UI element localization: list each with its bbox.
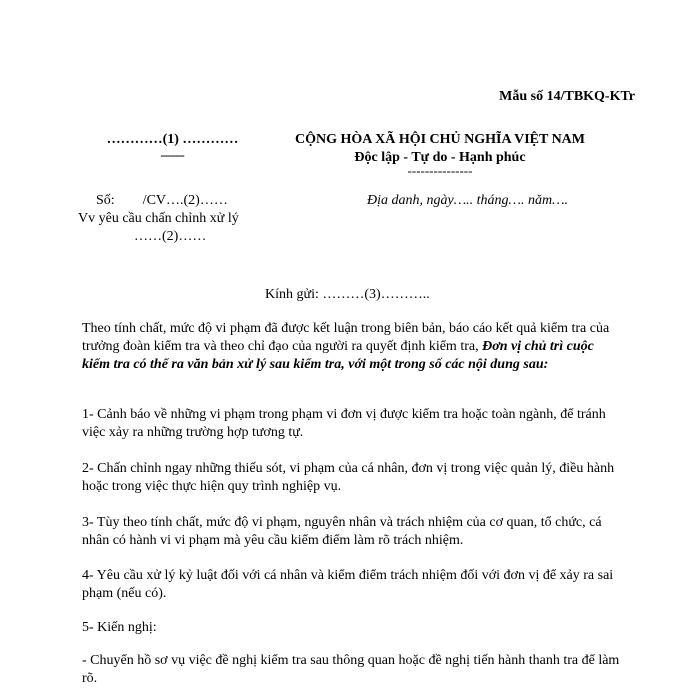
document-number: Số: /CV….(2)…… — [96, 193, 228, 208]
place-and-date: Địa danh, ngày….. tháng…. năm…. — [367, 193, 569, 208]
agency-underline: ------- — [160, 147, 184, 162]
national-title: CỘNG HÒA XÃ HỘI CHỦ NGHĨA VIỆT NAM — [294, 132, 585, 147]
issuing-agency-placeholder: …………(1) ………… — [106, 132, 239, 147]
subject-line: Vv yêu cầu chấn chỉnh xử lý — [78, 211, 239, 226]
form-code: Mẫu số 14/TBKQ-KTr — [499, 89, 635, 104]
intro-emphasis: Đơn vị chủ trì cuộc kiểm tra có thể ra văn bản xử lý sau kiểm tra, với một trong số các nội dung sau: — [82, 339, 594, 372]
list-item-5: 5- Kiến nghị: — [82, 620, 157, 635]
intro-text: Theo tính chất, mức độ vi phạm đã được kết luận trong biên bản, báo cáo kết quả kiểm tra của trưởng đoàn kiểm tra và theo chỉ đạo của người ra quyết định kiểm tra, — [82, 321, 610, 354]
list-item-1: 1- Cảnh báo về những vi phạm trong phạm vi đơn vị được kiểm tra hoặc toàn ngành, để tránh việc xảy ra những trường hợp tương tự. — [82, 407, 606, 440]
recipient-greeting: Kính gửi: ………(3)……….. — [265, 287, 430, 302]
subject-placeholder: ……(2)…… — [134, 229, 207, 244]
list-subitem-transfer: - Chuyển hồ sơ vụ việc đề nghị kiểm tra sau thông quan hoặc đề nghị tiến hành thanh tra để làm rõ. — [82, 653, 620, 686]
list-item-4: 4- Yêu cầu xử lý kỷ luật đối với cá nhân và kiểm điểm trách nhiệm đối với đơn vị để xảy ra sai phạm (nếu có). — [82, 568, 614, 601]
intro-paragraph — [82, 320, 624, 374]
list-item-2: 2- Chấn chỉnh ngay những thiếu sót, vi phạm của cá nhân, đơn vị trong việc quản lý, điều hành hoặc trong việc thực hiện quy trình nghiệp vụ. — [82, 461, 615, 494]
list-item-3: 3- Tùy theo tính chất, mức độ vi phạm, nguyên nhân và trách nhiệm của cơ quan, tổ chức, cá nhân có hành vi vi phạm mà yêu cầu kiểm điểm làm rõ trách nhiệm. — [82, 515, 602, 548]
national-motto: Độc lập - Tự do - Hạnh phúc — [354, 150, 526, 165]
motto-underline: --------------- — [407, 163, 473, 178]
